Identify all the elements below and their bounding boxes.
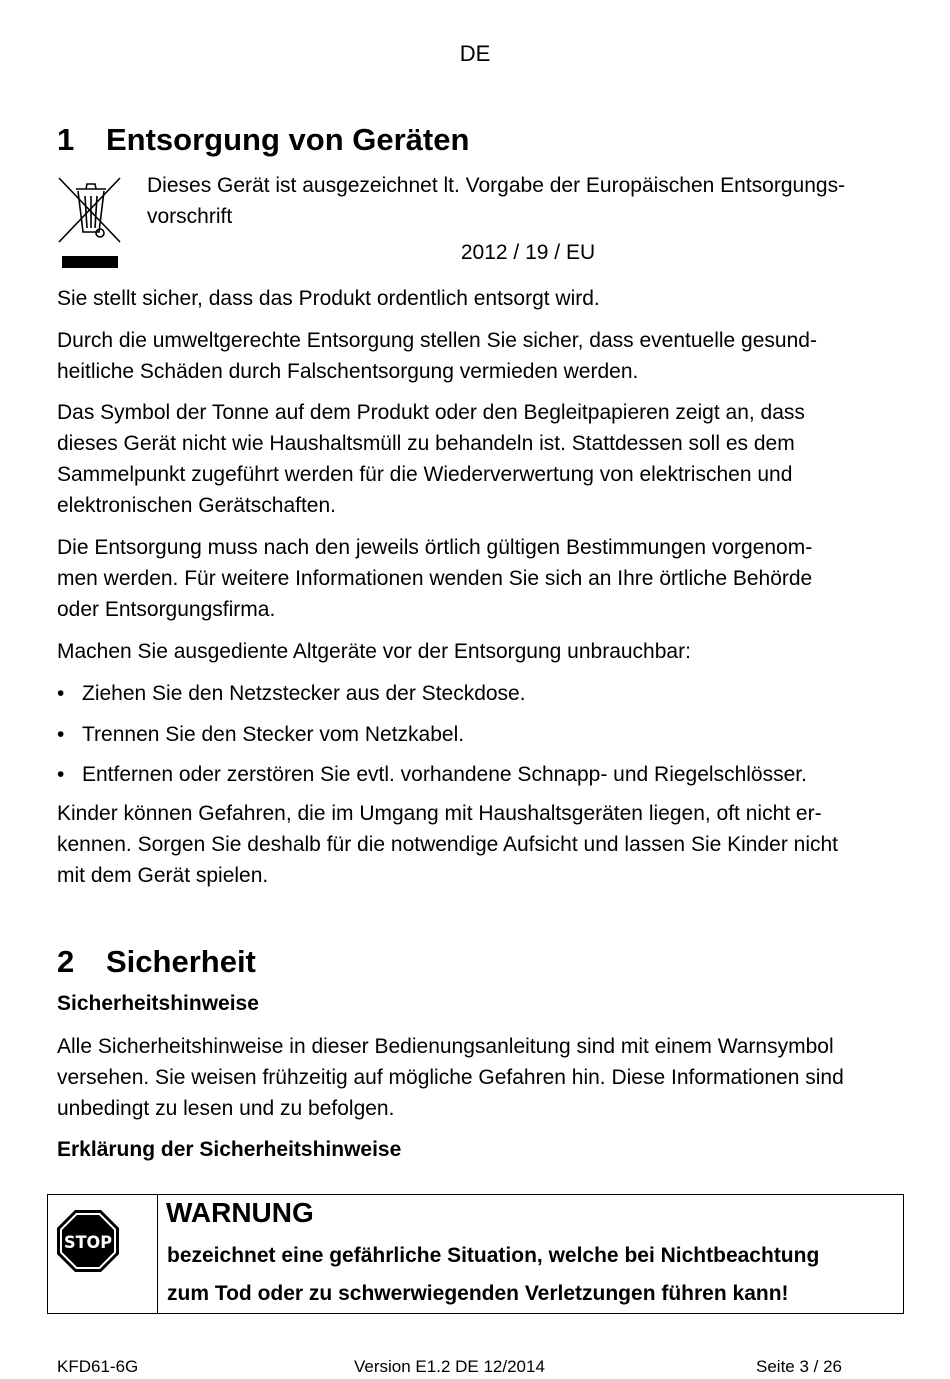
bullet-icon: •	[57, 723, 65, 746]
warning-line: bezeichnet eine gefährliche Situation, welche bei Nichtbeachtung	[167, 1244, 820, 1267]
paragraph-line: Die Entsorgung muss nach den jeweils örtlich gültigen Bestimmungen vorgenom-	[57, 536, 813, 559]
paragraph: Sie stellt sicher, dass das Produkt ordentlich entsorgt wird.	[57, 287, 600, 310]
paragraph-line: Alle Sicherheitshinweise in dieser Bedienungsanleitung sind mit einem Warnsymbol	[57, 1035, 834, 1058]
warning-line: zum Tod oder zu schwerwiegenden Verletzungen führen kann!	[167, 1282, 789, 1305]
page-header-language: DE	[459, 41, 491, 66]
warning-text	[167, 1237, 819, 1313]
section-title: Entsorgung von Geräten	[106, 122, 470, 157]
subheading: Erklärung der Sicherheitshinweise	[57, 1138, 402, 1161]
list-item-text: Ziehen Sie den Netzstecker aus der Steckdose.	[82, 682, 526, 705]
directive-number: 2012 / 19 / EU	[460, 241, 596, 264]
paragraph-line: Kinder können Gefahren, die im Umgang mit Haushaltsgeräten liegen, oft nicht er-	[57, 802, 822, 825]
paragraph-line: kennen. Sorgen Sie deshalb für die notwendige Aufsicht und lassen Sie Kinder nicht	[57, 833, 839, 856]
intro-text	[147, 170, 907, 232]
subheading: Sicherheitshinweise	[57, 992, 259, 1015]
intro-line: Dieses Gerät ist ausgezeichnet lt. Vorgabe der Europäischen Entsorgungs-	[147, 174, 846, 197]
warning-divider	[157, 1195, 158, 1313]
paragraph-line: mit dem Gerät spielen.	[57, 864, 269, 887]
paragraph-line: unbedingt zu lesen und zu befolgen.	[57, 1097, 395, 1120]
section-number: 2	[57, 944, 75, 979]
section-2-heading	[57, 944, 256, 980]
paragraph	[57, 397, 907, 521]
warning-box	[47, 1194, 904, 1314]
paragraph-line: elektronischen Gerätschaften.	[57, 494, 336, 517]
section-number: 1	[57, 122, 75, 157]
paragraph	[57, 325, 907, 387]
section-1-heading	[57, 122, 469, 158]
paragraph-line: Das Symbol der Tonne auf dem Produkt oder den Begleitpapieren zeigt an, dass	[57, 401, 805, 424]
paragraph-line: Sammelpunkt zugeführt werden für die Wiederverwertung von elektrischen und	[57, 463, 793, 486]
bullet-icon: •	[57, 682, 65, 705]
section-title: Sicherheit	[106, 944, 256, 979]
paragraph-line: oder Entsorgungsfirma.	[57, 598, 276, 621]
paragraph-line: men werden. Für weitere Informationen wenden Sie sich an Ihre örtliche Behörde	[57, 567, 813, 590]
list-item-text: Entfernen oder zerstören Sie evtl. vorhandene Schnapp- und Riegelschlösser.	[82, 763, 807, 786]
footer-page-number: Seite 3 / 26	[756, 1357, 843, 1376]
stop-sign-icon	[56, 1209, 120, 1273]
footer-model: KFD61-6G	[57, 1357, 139, 1376]
list-item-text: Trennen Sie den Stecker vom Netzkabel.	[82, 723, 465, 746]
paragraph	[57, 532, 907, 625]
paragraph-line: versehen. Sie weisen frühzeitig auf mögliche Gefahren hin. Diese Informationen sind	[57, 1066, 844, 1089]
stop-sign-label: STOP	[64, 1233, 112, 1253]
paragraph	[57, 798, 907, 891]
footer-version: Version E1.2 DE 12/2014	[354, 1357, 545, 1376]
paragraph	[57, 1031, 907, 1124]
paragraph-line: heitliche Schäden durch Falschentsorgung vermieden werden.	[57, 360, 639, 383]
paragraph: Machen Sie ausgediente Altgeräte vor der Entsorgung unbrauchbar:	[57, 640, 691, 663]
intro-line: vorschrift	[147, 205, 233, 228]
paragraph-line: Durch die umweltgerechte Entsorgung stellen Sie sicher, dass eventuelle gesund-	[57, 329, 817, 352]
bullet-icon: •	[57, 763, 65, 786]
paragraph-line: dieses Gerät nicht wie Haushaltsmüll zu behandeln ist. Stattdessen soll es dem	[57, 432, 795, 455]
warning-title: WARNUNG	[166, 1197, 314, 1228]
